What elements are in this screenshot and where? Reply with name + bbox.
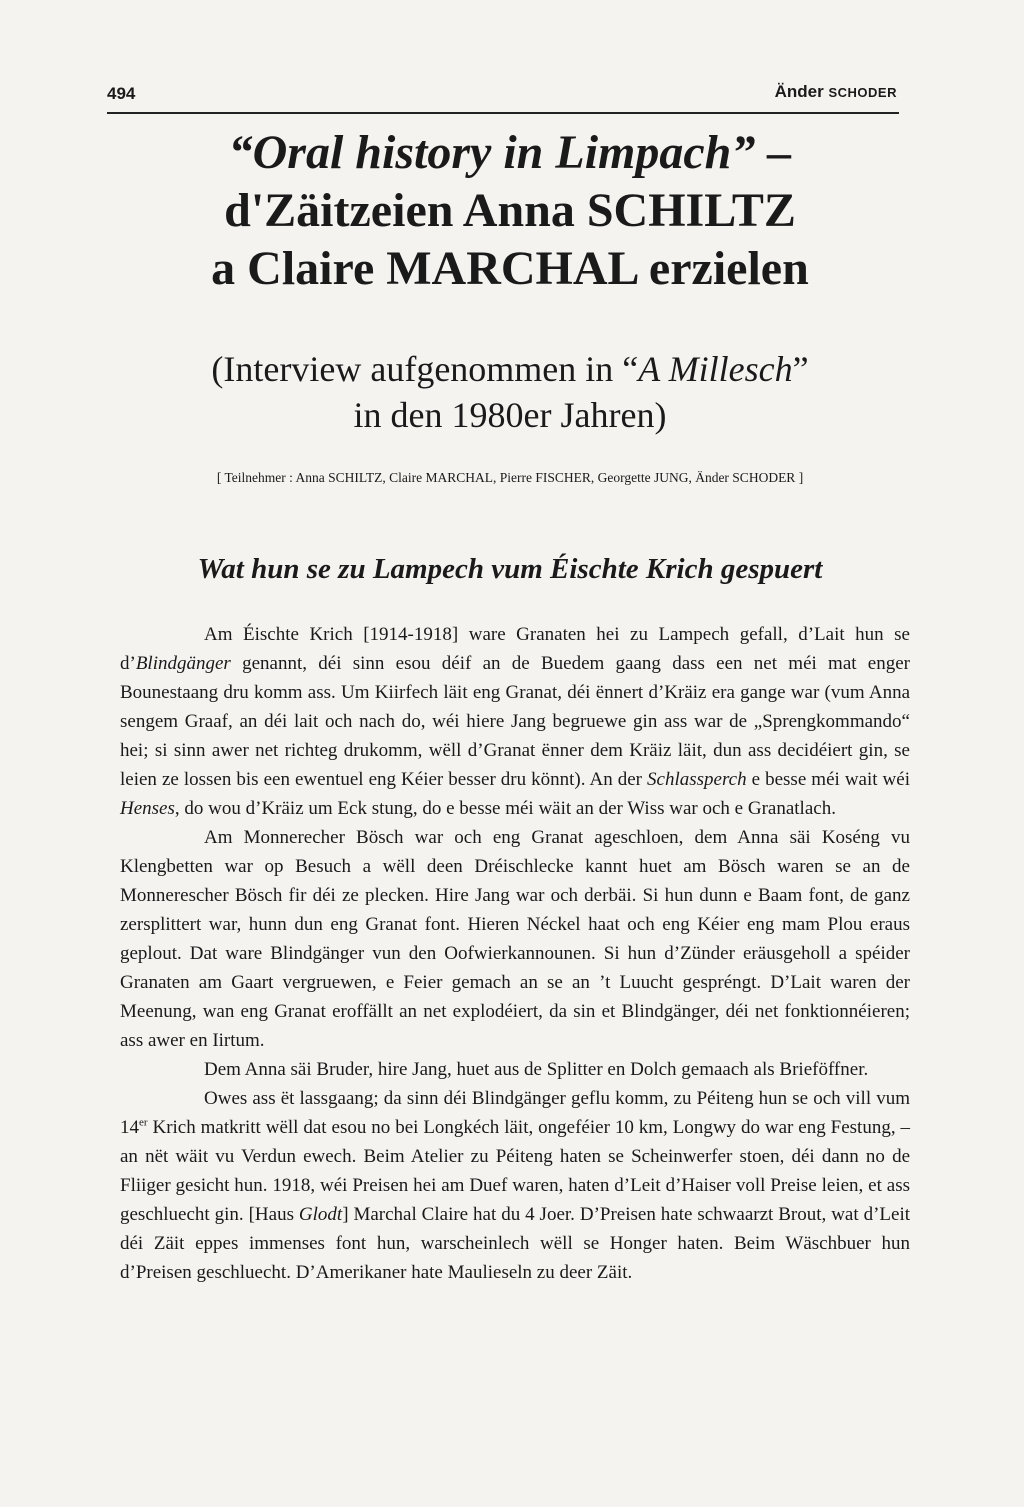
paragraph-1-text-c: genannt, déi sinn esou déif an de Buedem gaang dass een net méi mat enger Bounestaang dru komm ass. Um Kiirfech läit eng Granat, déi ënnert d’Kräiz era gange war (vum Anna sengem Graaf, an déi lait och nach do, wéi hiere Jang begruewe gin ass war de „Sprengkommando“ hei; si sinn awer net richteg drukomm, wëll d’Granat ënner dem Kräiz läit, dun ass decidéiert gin, se leien ze lossen bis een ewentuel eng Kéier besser dru könnt). An der — [120, 653, 910, 790]
page-header — [107, 78, 899, 114]
subtitle-line-1 — [110, 346, 910, 392]
paragraph-1-place-henses: Henses — [120, 798, 175, 819]
page-number: 494 — [107, 84, 136, 103]
paragraph-4-text-a: Owes ass ët lassgaang; da sinn déi Blindgänger geflu komm, zu Péiteng hun se och vill vum 14 — [120, 1088, 910, 1138]
article-subtitle — [110, 346, 910, 438]
subtitle-quote-close: ” — [792, 349, 809, 389]
paragraph-1-text-e: e besse méi wait wéi — [746, 769, 910, 790]
paragraph-4-superscript: er — [139, 1116, 148, 1129]
section-heading: Wat hun se zu Lampech vum Éischte Krich gespuert — [197, 553, 823, 585]
paragraph-1-text-g: , do wou d’Kräiz um Eck stung, do e besse méi wäit an der Wiss war och e Granatlach. — [174, 798, 836, 819]
participants-list: [ Teilnehmer : Anna SCHILTZ, Claire MARCHAL, Pierre FISCHER, Georgette JUNG, Änder SCHODER ] — [216, 470, 804, 485]
article-title — [110, 124, 910, 298]
paragraph-1-text-a: Am Éischte Krich [1914-1918] ware Granaten hei zu Lampech gefall, d’Lait hun se d’ — [120, 624, 910, 674]
subtitle-place: A Millesch — [638, 349, 793, 389]
subtitle-text: (Interview aufgenommen in “ — [211, 349, 639, 389]
paragraph-4-text-b: Krich matkritt wëll dat esou no bei Longkéch läit, ongeféier 10 km, Longwy do war eng Festung, – an nët wäit vu Verdun ewech. Beim Atelier zu Péiteng haten se Scheinwerfer stoen, déi dann no de Fliiger gesicht hun. 1918, wéi Preisen hei am Duef waren, haten d’Leit d’Haiser voll Preise leien, et ass geschluecht gin. [Haus — [120, 1117, 910, 1225]
subtitle-line-2: in den 1980er Jahren) — [353, 395, 667, 435]
paragraph-3: Dem Anna säi Bruder, hire Jang, huet aus de Splitter en Dolch gemaach als Brieföffner. — [204, 1059, 869, 1080]
body-text — [120, 620, 910, 1287]
title-line-3: a Claire MARCHAL erzielen — [211, 242, 809, 295]
paragraph-4 — [120, 1084, 910, 1287]
paragraph-1-place-schlassperch: Schlassperch — [647, 769, 747, 790]
paragraph-1 — [120, 620, 910, 823]
paragraph-4-text-d: ] Marchal Claire hat du 4 Joer. D’Preisen hate schwaarzt Brout, wat d’Leit déi Zäit eppes immenses font hun, warscheinlech wëll se Honger haten. Beim Wäschbuer hun d’Preisen geschluecht. D’Amerikaner hate Maulieseln zu deer Zäit. — [120, 1204, 910, 1283]
running-head-author — [775, 82, 897, 102]
paragraph-1-term: Blindgänger — [135, 653, 231, 674]
paragraph-2: Am Monnerecher Bösch war och eng Granat ageschloen, dem Anna säi Koséng vu Klengbetten war op Besuch a wëll deen Dréischlecke kannt huet am Bösch waren se an de Monnerescher Bösch fir déi ze plecken. Hire Jang war och derbäi. Si hun dunn e Baam font, de ganz zersplittert war, hunn dun eng Granat font. Hieren Néckel haat och eng Kéier eng mam Plou eraus geplout. Dat ware Blindgänger vun den Oofwierkannounen. Si hun d’Zünder eräusgeholl a spéider Granaten am Gaart vergruewen, e Feier gemach an se an ’t Luucht gespréngt. D’Lait waren der Meenung, wan eng Granat eroffällt an net explodéiert, da sin et Blindgänger, déi net fonktionnéieren; ass awer en Iirtum. — [120, 827, 910, 1051]
paragraph-4-house-name: Glodt — [298, 1204, 343, 1225]
author-first-name: Änder — [774, 82, 829, 101]
author-last-name: SCHODER — [828, 85, 897, 100]
title-line-2: d'Zäitzeien Anna SCHILTZ — [224, 184, 796, 237]
title-line-1: “Oral history in Limpach” – — [228, 126, 792, 179]
